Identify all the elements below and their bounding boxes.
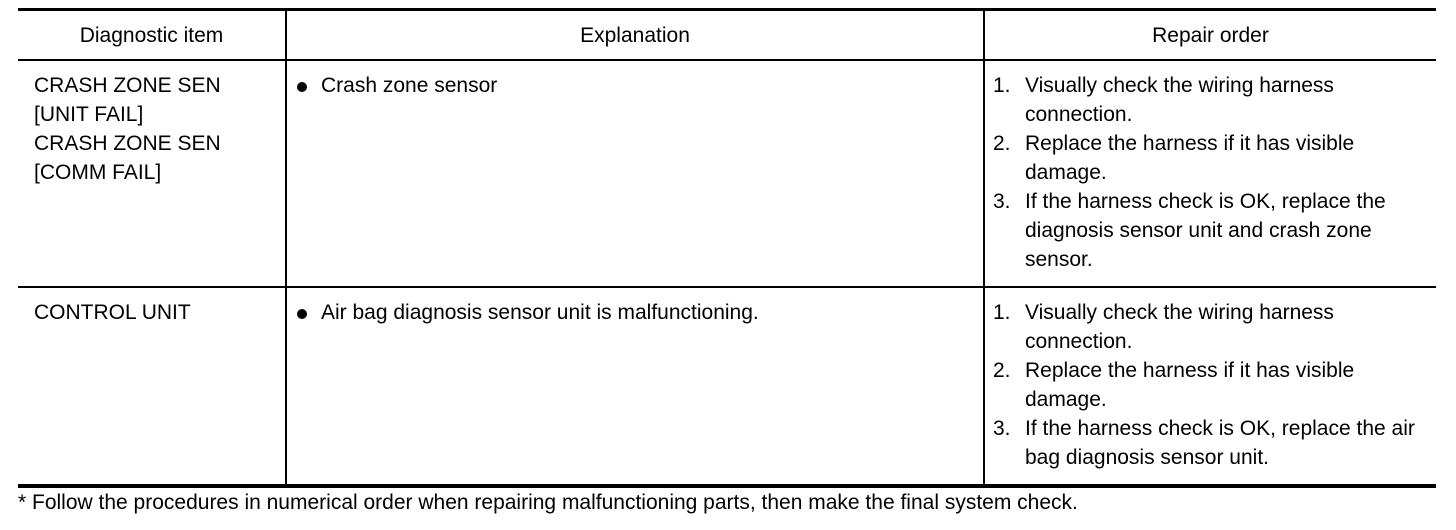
repair-step — [993, 129, 1426, 187]
table-row — [18, 287, 1436, 486]
repair-steps-list — [993, 71, 1426, 274]
header-diagnostic-item: Diagnostic item — [18, 10, 286, 61]
diagnostic-item-cell — [18, 287, 286, 486]
repair-order-cell — [984, 287, 1436, 486]
diagnostic-item-line: [UNIT FAIL] — [34, 103, 144, 126]
diagnostic-table-container — [18, 8, 1436, 488]
table-header-row — [18, 10, 1436, 61]
repair-order-cell — [984, 60, 1436, 287]
diagnostic-table — [18, 8, 1436, 488]
diagnostic-item-line: CRASH ZONE SEN — [34, 132, 221, 155]
repair-steps-list — [993, 298, 1426, 472]
explanation-bullet-item — [297, 71, 973, 100]
repair-step — [993, 356, 1426, 414]
step-number: 3. — [993, 417, 1011, 440]
table-row — [18, 60, 1436, 287]
bullet-icon — [297, 82, 307, 92]
step-number: 1. — [993, 301, 1011, 324]
repair-step — [993, 414, 1426, 472]
step-text: Replace the harness if it has visible damage. — [1025, 359, 1355, 411]
repair-step — [993, 187, 1426, 274]
explanation-cell — [286, 60, 984, 287]
explanation-text: Crash zone sensor — [321, 74, 498, 97]
explanation-bullet-item — [297, 298, 973, 327]
step-text: If the harness check is OK, replace the diagnosis sensor unit and crash zone sensor. — [1025, 190, 1386, 271]
repair-step — [993, 298, 1426, 356]
header-explanation: Explanation — [286, 10, 984, 61]
step-text: If the harness check is OK, replace the air bag diagnosis sensor unit. — [1025, 417, 1415, 469]
step-number: 2. — [993, 359, 1011, 382]
step-number: 3. — [993, 190, 1011, 213]
step-number: 2. — [993, 132, 1011, 155]
bullet-icon — [297, 309, 307, 319]
diagnostic-item-line: [COMM FAIL] — [34, 161, 162, 184]
diagnostic-item-cell — [18, 60, 286, 287]
step-number: 1. — [993, 74, 1011, 97]
diagnostic-item-line: CRASH ZONE SEN — [34, 74, 221, 97]
step-text: Visually check the wiring harness connection. — [1025, 74, 1334, 126]
step-text: Visually check the wiring harness connection. — [1025, 301, 1334, 353]
explanation-cell — [286, 287, 984, 486]
footnote: * Follow the procedures in numerical order when repairing malfunctioning parts, then make the final system check. — [18, 491, 1078, 514]
diagnostic-item-line: CONTROL UNIT — [34, 301, 191, 324]
repair-step — [993, 71, 1426, 129]
step-text: Replace the harness if it has visible damage. — [1025, 132, 1355, 184]
header-repair-order: Repair order — [984, 10, 1436, 61]
explanation-text: Air bag diagnosis sensor unit is malfunctioning. — [321, 301, 759, 324]
